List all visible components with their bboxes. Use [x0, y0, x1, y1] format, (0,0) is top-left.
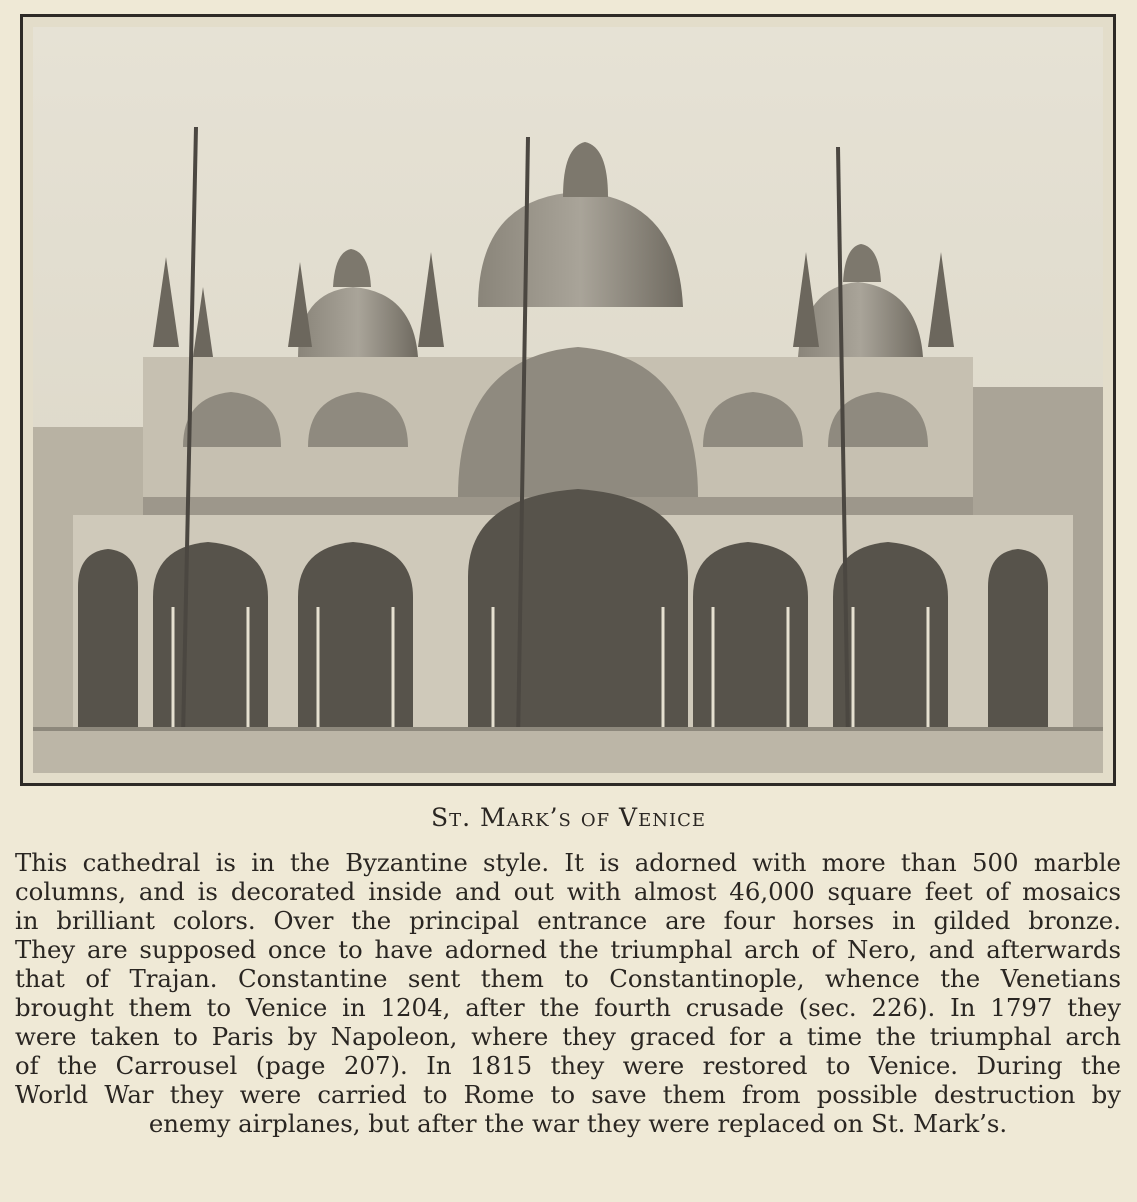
caption-line: that of Trajan. Constantine sent them to Constantinople, whence the Venetians — [15, 964, 1121, 993]
caption-line: were taken to Paris by Napoleon, where they graced for a time the triumphal arch — [15, 1022, 1121, 1051]
caption-line: in brilliant colors. Over the principal entrance are four horses in gilded bronze. — [15, 906, 1121, 935]
caption-title: St. Mark’s of Venice — [430, 803, 706, 832]
photo-plate-frame — [20, 14, 1116, 786]
caption-line: brought them to Venice in 1204, after the fourth crusade (sec. 226). In 1797 they — [15, 993, 1121, 1022]
caption-line: They are supposed once to have adorned the triumphal arch of Nero, and afterwards — [15, 935, 1121, 964]
caption-line: World War they were carried to Rome to save them from possible destruction by — [15, 1080, 1121, 1109]
caption-line: columns, and is decorated inside and out with almost 46,000 square feet of mosaics — [15, 877, 1121, 906]
caption-line: This cathedral is in the Byzantine style. It is adorned with more than 500 marble — [15, 848, 1121, 877]
cathedral-photograph — [33, 27, 1103, 773]
caption-body — [15, 848, 1121, 1138]
cathedral-illustration — [33, 27, 1103, 773]
caption-line: of the Carrousel (page 207). In 1815 they were restored to Venice. During the — [15, 1051, 1121, 1080]
caption-line: enemy airplanes, but after the war they were replaced on St. Mark’s. — [148, 1109, 1008, 1138]
